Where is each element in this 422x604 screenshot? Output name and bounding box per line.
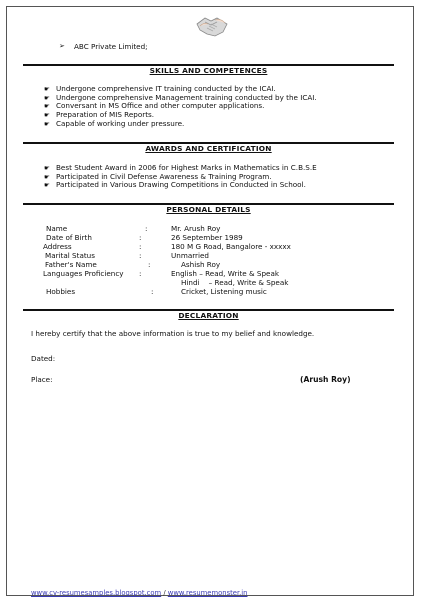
list-item: ☛ Undergone comprehensive Management training conducted by the ICAI. — [44, 92, 317, 102]
list-item: ☛ Participated in Various Drawing Competitions in Conducted in School. — [44, 180, 306, 190]
pd-value: Mr. Arush Roy — [171, 224, 221, 233]
awards-list — [44, 164, 317, 190]
pd-label: Father's Name — [45, 260, 97, 269]
pd-value: 26 September 1989 — [171, 233, 243, 242]
skills-list — [44, 85, 317, 129]
pd-sep: : — [139, 269, 142, 278]
footer-link-blog[interactable]: www.cv-resumesamples.blogspot.com — [31, 589, 162, 597]
pd-value: Cricket, Listening music — [181, 287, 267, 296]
list-item: ☛ Capable of working under pressure. — [44, 118, 185, 128]
declaration-heading: DECLARATION — [178, 311, 239, 320]
bullet-icon: ☛ — [44, 85, 50, 93]
pd-value: English – Read, Write & Speak — [171, 269, 280, 278]
bullet-icon: ☛ — [44, 164, 50, 172]
footer-link-resumemonster[interactable]: www.resumemonster.in — [167, 589, 248, 597]
list-item: ☛ Best Student Award in 2006 for Highest Marks in Mathematics in C.B.S.E — [44, 163, 317, 172]
footer — [31, 580, 248, 599]
handshake-icon — [195, 12, 229, 40]
pd-label: Date of Birth — [46, 233, 92, 242]
footer-separator: / — [161, 589, 168, 597]
declaration-text: I hereby certify that the above information is true to my belief and knowledge. — [31, 329, 315, 338]
pd-sep: : — [145, 224, 148, 233]
pd-value: Hindi – Read, Write & Speak — [181, 278, 289, 287]
pd-label: Address — [43, 242, 72, 251]
bullet-icon: ☛ — [44, 172, 50, 181]
personal-heading: PERSONAL DETAILS — [166, 205, 251, 214]
pd-value: Unmarried — [171, 251, 209, 260]
pd-label: Languages Proficiency — [43, 269, 124, 278]
bullet-icon: ☛ — [44, 93, 50, 102]
list-item: ☛ Conversant in MS Office and other computer applications. — [44, 101, 265, 111]
skills-heading: SKILLS AND COMPETENCES — [149, 66, 268, 75]
awards-heading: AWARDS AND CERTIFICATION — [145, 144, 272, 153]
pd-label: Marital Status — [45, 251, 95, 260]
place-label: Place: — [31, 375, 53, 384]
signature-name: (Arush Roy) — [300, 375, 351, 384]
bullet-icon: ☛ — [44, 102, 50, 111]
pd-label: Hobbies — [46, 287, 76, 296]
pd-sep: : — [139, 242, 142, 251]
list-item: ☛ Participated in Civil Defense Awareness & Training Program. — [44, 171, 272, 181]
pd-value: Ashish Roy — [181, 260, 221, 269]
bullet-icon: ☛ — [44, 119, 50, 128]
list-item: ☛ Undergone comprehensive IT training conducted by the ICAI. — [44, 84, 276, 93]
pd-label: Name — [46, 224, 68, 233]
pd-sep: : — [151, 287, 154, 296]
pd-value: 180 M G Road, Bangalore - xxxxx — [171, 242, 291, 251]
pd-sep: : — [139, 251, 142, 260]
company-line: ABC Private Limited; — [74, 42, 148, 51]
bullet-icon: ☛ — [44, 181, 50, 190]
pd-sep: : — [148, 260, 151, 269]
dated-label: Dated: — [31, 354, 56, 363]
pd-sep: : — [139, 233, 142, 242]
arrow-bullet-icon: ➢ — [59, 42, 65, 50]
bullet-icon: ☛ — [44, 111, 50, 120]
list-item: ☛ Preparation of MIS Reports. — [44, 110, 155, 120]
